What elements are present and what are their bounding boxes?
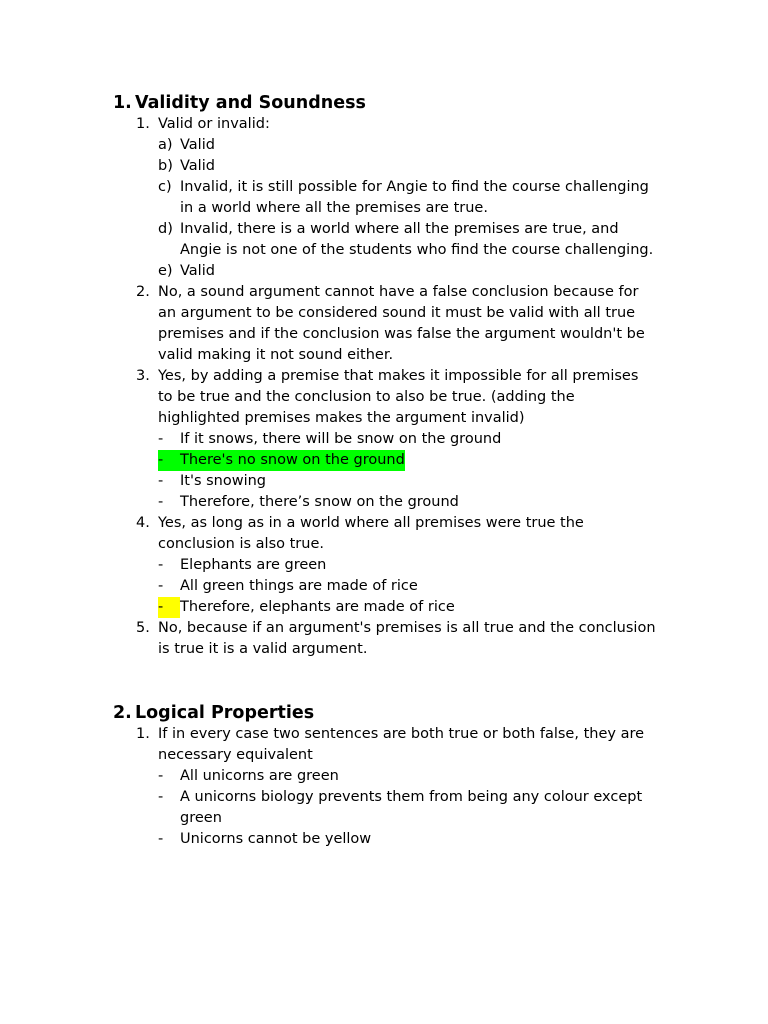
list-item-continuation: an argument to be considered sound it must be valid with all true bbox=[158, 305, 636, 321]
sub-item: c) Invalid, it is still possible for Angie to find the course challenging bbox=[158, 179, 649, 195]
bullet-item: - Elephants are green bbox=[158, 557, 327, 573]
sub-item-continuation: in a world where all the premises are true. bbox=[180, 200, 488, 216]
list-item: 5. No, because if an argument's premises is all true and the conclusion bbox=[136, 620, 656, 636]
sub-item: d) Invalid, there is a world where all the premises are true, and bbox=[158, 221, 619, 237]
bullet-item-highlighted bbox=[113, 450, 713, 471]
section-number: 1. bbox=[113, 93, 132, 113]
bullet-item: - All green things are made of rice bbox=[158, 578, 418, 594]
list-item-continuation: premises and if the conclusion was false the argument wouldn't be bbox=[158, 326, 645, 342]
yellow-highlight: - bbox=[158, 597, 180, 618]
section-logical-properties bbox=[113, 702, 713, 850]
sub-item: e) Valid bbox=[158, 263, 215, 279]
bullet-item: - Therefore, elephants are made of rice bbox=[113, 597, 713, 618]
bullet-item: - A unicorns biology prevents them from being any colour except bbox=[158, 789, 643, 805]
list-item-continuation: is true it is a valid argument. bbox=[158, 641, 368, 657]
section-heading bbox=[113, 92, 713, 114]
list-item: 4. Yes, as long as in a world where all premises were true the bbox=[136, 515, 584, 531]
bullet-item: - It's snowing bbox=[158, 473, 267, 489]
list-item: 2. No, a sound argument cannot have a false conclusion because for bbox=[136, 284, 639, 300]
sub-item: a) Valid bbox=[158, 137, 215, 153]
sub-item: b) Valid bbox=[158, 158, 215, 174]
bullet-item: - If it snows, there will be snow on the ground bbox=[158, 431, 502, 447]
list-item-continuation: conclusion is also true. bbox=[158, 536, 324, 552]
list-item-continuation: valid making it not sound either. bbox=[158, 347, 394, 363]
section-title: Logical Properties bbox=[135, 703, 315, 723]
section-title: Validity and Soundness bbox=[135, 93, 366, 113]
list-item: 3. Yes, by adding a premise that makes it impossible for all premises bbox=[136, 368, 639, 384]
list-item-continuation: to be true and the conclusion to also be true. (adding the bbox=[158, 389, 575, 405]
list-item: 1. Valid or invalid: bbox=[136, 116, 270, 132]
bullet-item: - All unicorns are green bbox=[158, 768, 339, 784]
list-item: 1. If in every case two sentences are both true or both false, they are bbox=[136, 726, 645, 742]
sub-item-continuation: Angie is not one of the students who find the course challenging. bbox=[180, 242, 654, 258]
section-validity-soundness bbox=[113, 92, 713, 660]
list-item-continuation: necessary equivalent bbox=[158, 747, 313, 763]
green-highlight: - There's no snow on the ground bbox=[158, 450, 405, 471]
section-heading bbox=[113, 702, 713, 724]
list-item-continuation: highlighted premises makes the argument invalid) bbox=[158, 410, 525, 426]
bullet-item: - Therefore, there’s snow on the ground bbox=[158, 494, 459, 510]
bullet-item-continuation: green bbox=[180, 810, 222, 826]
bullet-item: - Unicorns cannot be yellow bbox=[158, 831, 372, 847]
section-number: 2. bbox=[113, 703, 132, 723]
